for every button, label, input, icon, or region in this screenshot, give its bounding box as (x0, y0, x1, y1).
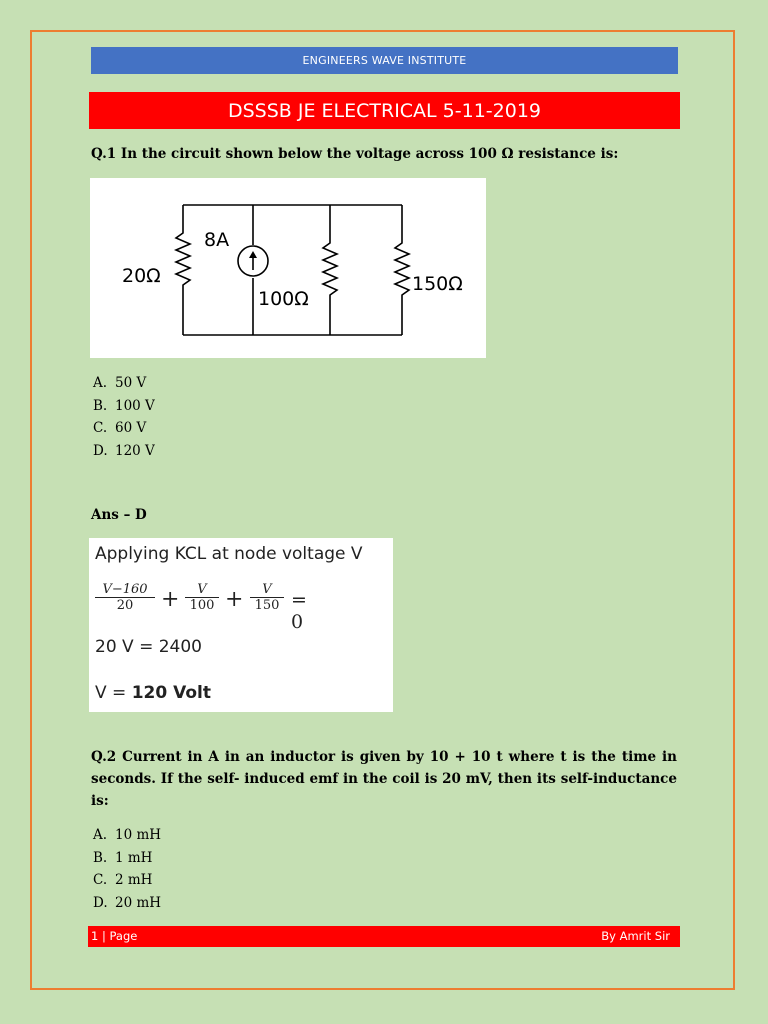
option-c: C. 60 V (93, 420, 147, 436)
circuit-svg (90, 178, 486, 358)
r3-label: 150Ω (412, 273, 463, 295)
source-label: 8A (204, 229, 230, 251)
question-2: Q.2 Current in A in an inductor is given by 10 + 10 t where t is the time in seconds. If the self- induced emf in the coil is 20 mV, then its self-inductance is: (91, 749, 677, 809)
r1-label: 20Ω (122, 265, 161, 287)
solution-line-1: Applying KCL at node voltage V (95, 544, 363, 564)
fraction-3: $\frac{V}{150}$ (250, 582, 284, 614)
solution-line-3: 20 V = 2400 (95, 637, 202, 657)
exam-title: DSSSB JE ELECTRICAL 5-11-2019 (227, 99, 542, 122)
institute-header (91, 47, 678, 74)
author-name: By Amrit Sir (601, 929, 670, 943)
solution-line-4: V = 120 Volt (95, 683, 211, 703)
q1-options (93, 372, 155, 462)
option-d: D. 120 V (93, 442, 155, 459)
r2-label: 100Ω (258, 288, 309, 310)
plus-sign: + (161, 587, 180, 612)
option-b: B. 100 V (93, 397, 155, 414)
page-title (89, 92, 680, 129)
option-a: A. 10 mH (93, 827, 162, 843)
page-number: 1 | Page (91, 929, 138, 943)
institute-name: ENGINEERS WAVE INSTITUTE (302, 54, 467, 67)
page-footer (88, 926, 680, 947)
option-b: B. 1 mH (93, 849, 153, 866)
solution-box (89, 538, 393, 712)
option-a: A. 50 V (93, 375, 147, 391)
fraction-2: $\frac{V}{100}$ (185, 582, 219, 614)
plus-sign: + (225, 587, 244, 612)
circuit-diagram (90, 178, 486, 358)
q2-options (93, 824, 161, 914)
option-d: D. 20 mH (93, 894, 162, 911)
fraction-1: $\frac{V-160}{20}$ (95, 582, 155, 614)
answer-label: Ans – D (91, 507, 147, 523)
equals-zero: = 0 (291, 589, 307, 633)
option-c: C. 2 mH (93, 872, 153, 888)
question-1: Q.1 In the circuit shown below the voltage across 100 Ω resistance is: (91, 146, 619, 162)
